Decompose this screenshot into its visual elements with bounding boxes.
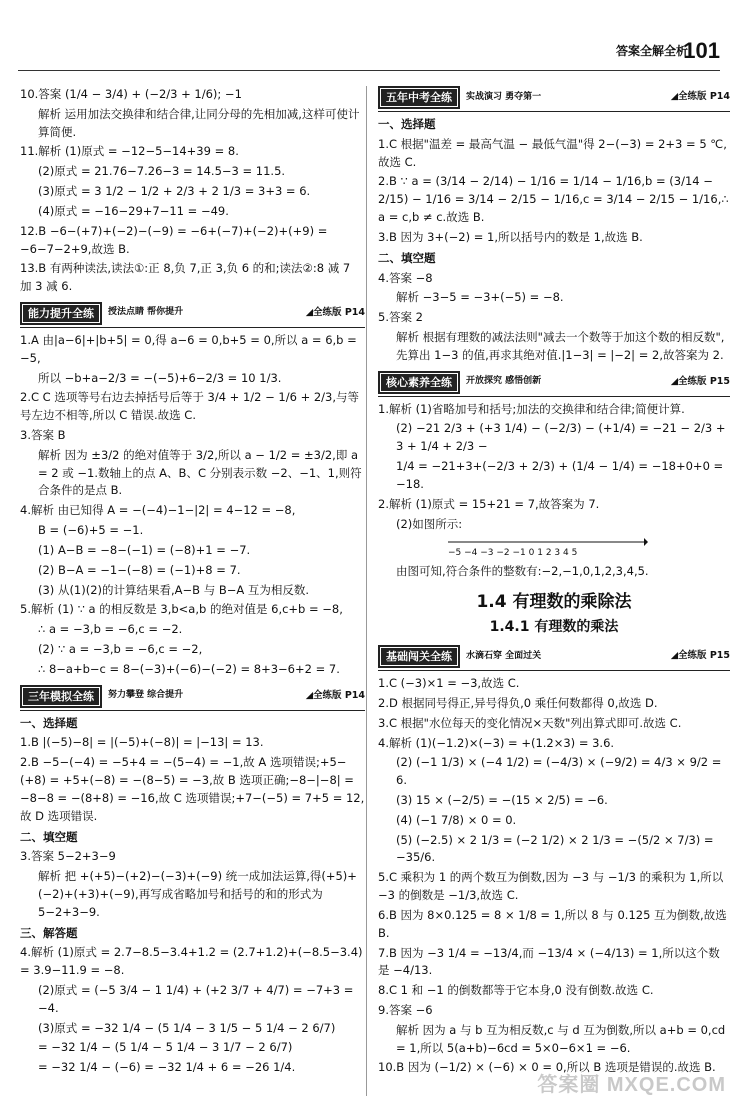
answer-line: 11.解析 (1)原式 = −12−5−14+39 = 8. <box>20 144 239 159</box>
section-header <box>378 86 730 112</box>
section-badge: 核心素养全练 <box>378 371 460 394</box>
answer-line: 解析 根据有理数的减法法则"减去一个数等于加这个数的相反数",先算出 1−3 的值,再求其绝对值.|1−3| = |−2| = 2,故答案为 2. <box>396 329 725 362</box>
left-column <box>20 86 365 1079</box>
answer-line: (2) ∵ a = −3,b = −6,c = −2, <box>38 641 203 656</box>
answer-line: 6.B 因为 8×0.125 = 8 × 1/8 = 1,所以 8 与 0.125 互为倒数,故选 B. <box>378 907 727 940</box>
page-number: 101 <box>683 38 720 63</box>
answer-line: 10.答案 (1/4 − 3/4) + (−2/3 + 1/6); −1 <box>20 87 242 101</box>
subsection-title: 二、填空题 <box>378 250 436 265</box>
section-ref: ◢全练版 P14 <box>305 307 365 319</box>
answer-line: (3) 从(1)(2)的计算结果看,A−B 与 B−A 互为相反数. <box>38 582 310 597</box>
answer-line: = −32 1/4 − (−6) = −32 1/4 + 6 = −26 1/4. <box>38 1060 296 1075</box>
answer-line: B = (−6)+5 = −1. <box>38 523 144 538</box>
answer-line: 所以 −b+a−2/3 = −(−5)+6−2/3 = 10 1/3. <box>38 370 282 385</box>
answer-line: (2) −21 2/3 + (+3 1/4) − (−2/3) − (+1/4) = −21 − 2/3 + 3 + 1/4 + 2/3 − <box>396 421 726 454</box>
page-header <box>0 0 750 70</box>
section-tagline: 努力攀登 综合提升 <box>108 690 184 701</box>
section-title: 1.4.1 有理数的乘法 <box>489 619 619 636</box>
section-header <box>20 685 365 711</box>
section-header <box>20 302 365 328</box>
answer-line: 4.解析 (1)(−1.2)×(−3) = +(1.2×3) = 3.6. <box>378 735 615 750</box>
answer-line: 解析 因为 a 与 b 互为相反数,c 与 d 互为倒数,所以 a+b = 0,cd = 1,所以 5(a+b)−6cd = 5×0−6×1 = −6. <box>396 1022 726 1055</box>
answer-line: 5.解析 (1) ∵ a 的相反数是 3,b<a,b 的绝对值是 6,c+b = −8, <box>20 602 343 617</box>
column-divider <box>366 86 367 1096</box>
section-ref: ◢全练版 P15 <box>670 375 730 387</box>
section-tagline: 实战演习 勇夺第一 <box>466 91 542 102</box>
section-tagline: 授法点睛 帮你提升 <box>108 307 184 318</box>
section-ref: ◢全练版 P14 <box>670 91 730 103</box>
watermark: 答案圈 MXQE.COM <box>537 1074 726 1096</box>
answer-line: 2.B ∵ a = (3/14 − 2/14) − 1/16 = 1/14 − 1/16,b = (3/14 − 2/15) − 1/16 = 3/14 − 2/15 − 1/16,c = 3/14 − 2/15 − 1/16,∴ a = c,b ≠ c.故选 B. <box>378 174 729 225</box>
answer-line: 7.B 因为 −3 1/4 = −13/4,而 −13/4 × (−4/13) = 1,所以这个数是 −4/13. <box>378 945 720 978</box>
answer-line: (4) (−1 7/8) × 0 = 0. <box>396 812 517 827</box>
section-badge: 能力提升全练 <box>20 302 102 325</box>
answer-line: 3.答案 5−2+3−9 <box>20 849 116 864</box>
answer-line: 10.B 因为 (−1/2) × (−6) × 0 = 0,所以 B 选项是错误的.故选 B. <box>378 1060 716 1075</box>
answer-line: 3.B 因为 3+(−2) = 1,所以括号内的数是 1,故选 B. <box>378 229 643 244</box>
answer-line: 3.答案 B <box>20 428 66 443</box>
answer-line: 2.B −5−(−4) = −5+4 = −(5−4) = −1,故 A 选项错误;+5−(+8) = +5+(−8) = −(8−5) = −3,故 B 选项正确;−8−|−8| = −8−8 = −(8+8) = −16,故 C 选项错误;+7−(−5) = 7+5 = 12,故 D 选项错误. <box>20 755 365 823</box>
answer-line: (2)原式 = 21.76−7.26−3 = 14.5−3 = 11.5. <box>38 164 286 179</box>
section-ref: ◢全练版 P15 <box>670 650 730 662</box>
answer-line: 5.答案 2 <box>378 310 423 325</box>
answer-line: 12.B −6−(+7)+(−2)−(−9) = −6+(−7)+(−2)+(+9) = −6−7−2+9,故选 B. <box>20 223 328 256</box>
answer-line: ∴ a = −3,b = −6,c = −2. <box>38 622 183 637</box>
answer-line: 13.B 有两种读法,读法①:正 8,负 7,正 3,负 6 的和;读法②:8 减 7 加 3 减 6. <box>20 261 351 294</box>
section-ref: ◢全练版 P14 <box>305 689 365 701</box>
answer-line: (5) (−2.5) × 2 1/3 = (−2 1/2) × 2 1/3 = −(5/2 × 7/3) = −35/6. <box>396 832 714 865</box>
answer-line: 4.解析 (1)原式 = 2.7−8.5−3.4+1.2 = (2.7+1.2)+(−8.5−3.4) = 3.9−11.9 = −8. <box>20 945 363 978</box>
answer-line: 1.B |(−5)−8| = |(−5)+(−8)| = |−13| = 13. <box>20 735 264 750</box>
answer-line: 8.C 1 和 −1 的倒数都等于它本身,0 没有倒数.故选 C. <box>378 983 654 998</box>
answer-line: 9.答案 −6 <box>378 1002 433 1017</box>
answer-line: (2) (−1 1/3) × (−4 1/2) = (−4/3) × (−9/2) = 4/3 × 9/2 = 6. <box>396 755 722 788</box>
answer-line: = −32 1/4 − (5 1/4 − 5 1/4 − 3 1/7 − 2 6/7) <box>38 1040 293 1055</box>
answer-line: 解析 运用加法交换律和结合律,让同分母的先相加减,这样可使计算简便. <box>38 106 360 139</box>
answer-line: (3) 15 × (−2/5) = −(15 × 2/5) = −6. <box>396 793 608 808</box>
section-badge: 基础闯关全练 <box>378 645 460 668</box>
answer-line: 3.C 根据"水位每天的变化情况×天数"列出算式即可.故选 C. <box>378 715 682 730</box>
answer-line: 5.C 乘积为 1 的两个数互为倒数,因为 −3 与 −1/3 的乘积为 1,所以 −3 的倒数是 −1/3,故选 C. <box>378 870 724 903</box>
section-header <box>378 371 730 397</box>
answer-line: 4.答案 −8 <box>378 270 433 285</box>
answer-line: (1) A−B = −8−(−1) = (−8)+1 = −7. <box>38 542 251 557</box>
answer-line: (2)原式 = (−5 3/4 − 1 1/4) + (+2 3/7 + 4/7) = −7+3 = −4. <box>38 983 354 1015</box>
subsection-title: 三、解答题 <box>20 925 78 940</box>
answer-line: 1.C 根据"温差 = 最高气温 − 最低气温"得 2−(−3) = 2+3 = 5 ℃,故选 C. <box>378 136 727 169</box>
answer-line: 1.解析 (1)省略加号和括号;加法的交换律和结合律;简便计算. <box>378 401 685 416</box>
subsection-title: 一、选择题 <box>20 715 78 730</box>
answer-line: (2) B−A = −1−(−8) = (−1)+8 = 7. <box>38 562 241 577</box>
answer-line: (3)原式 = 3 1/2 − 1/2 + 2/3 + 2 1/3 = 3+3 = 6. <box>38 184 311 199</box>
answer-line: (2)如图所示: <box>396 516 463 531</box>
answer-line: 由图可知,符合条件的整数有:−2,−1,0,1,2,3,4,5. <box>396 564 649 579</box>
answer-line: 1.C (−3)×1 = −3,故选 C. <box>378 676 520 691</box>
header-title: 答案全解全析 <box>615 44 688 58</box>
section-badge: 三年模拟全练 <box>20 685 102 708</box>
answer-line: 解析 把 +(+5)−(+2)−(−3)+(−9) 统一成加法运算,得(+5)+(−2)+(+3)+(−9),再写成省略加号和括号的和的形式为 5−2+3−9. <box>38 869 357 919</box>
answer-line: ∴ 8−a+b−c = 8−(−3)+(−6)−(−2) = 8+3−6+2 = 7. <box>38 661 340 676</box>
section-badge: 五年中考全练 <box>378 86 460 109</box>
answer-line: 4.解析 由已知得 A = −(−4)−1−|2| = 4−12 = −8, <box>20 503 296 518</box>
section-header <box>378 645 730 671</box>
number-line-labels: −5 −4 −3 −2 −1 0 1 2 3 4 5 <box>448 548 578 559</box>
section-tagline: 水滴石穿 全面过关 <box>466 650 542 661</box>
answer-line: 2.解析 (1)原式 = 15+21 = 7,故答案为 7. <box>378 496 600 511</box>
chapter-title: 1.4 有理数的乘除法 <box>476 592 632 613</box>
answer-line: 1/4 = −21+3+(−2/3 + 2/3) + (1/4 − 1/4) = −18+0+0 = −18. <box>396 459 724 491</box>
answer-line: (3)原式 = −32 1/4 − (5 1/4 − 3 1/5 − 5 1/4 − 2 6/7) <box>38 1020 336 1035</box>
answer-line: 1.A 由|a−6|+|b+5| = 0,得 a−6 = 0,b+5 = 0,所以 a = 6,b = −5, <box>20 332 357 365</box>
right-column <box>378 86 730 1079</box>
answer-line: 2.D 根据同号得正,异号得负,0 乘任何数都得 0,故选 D. <box>378 695 658 710</box>
subsection-title: 一、选择题 <box>378 117 436 132</box>
header-divider <box>18 70 720 71</box>
answer-line: 解析 因为 ±3/2 的绝对值等于 3/2,所以 a − 1/2 = ±3/2,即 a = 2 或 −1.数轴上的点 A、B、C 分别表示数 −2、−1、1,则符合条件的是点 B. <box>38 447 362 498</box>
answer-line: (4)原式 = −16−29+7−11 = −49. <box>38 203 229 218</box>
answer-line: 2.C C 选项等号右边去掉括号后等于 3/4 + 1/2 − 1/6 + 2/3,与等号左边不相等,所以 C 错误.故选 C. <box>20 390 360 423</box>
subsection-title: 二、填空题 <box>20 829 78 844</box>
answer-line: 解析 −3−5 = −3+(−5) = −8. <box>396 290 564 305</box>
section-tagline: 开放探究 感悟创新 <box>466 376 542 387</box>
